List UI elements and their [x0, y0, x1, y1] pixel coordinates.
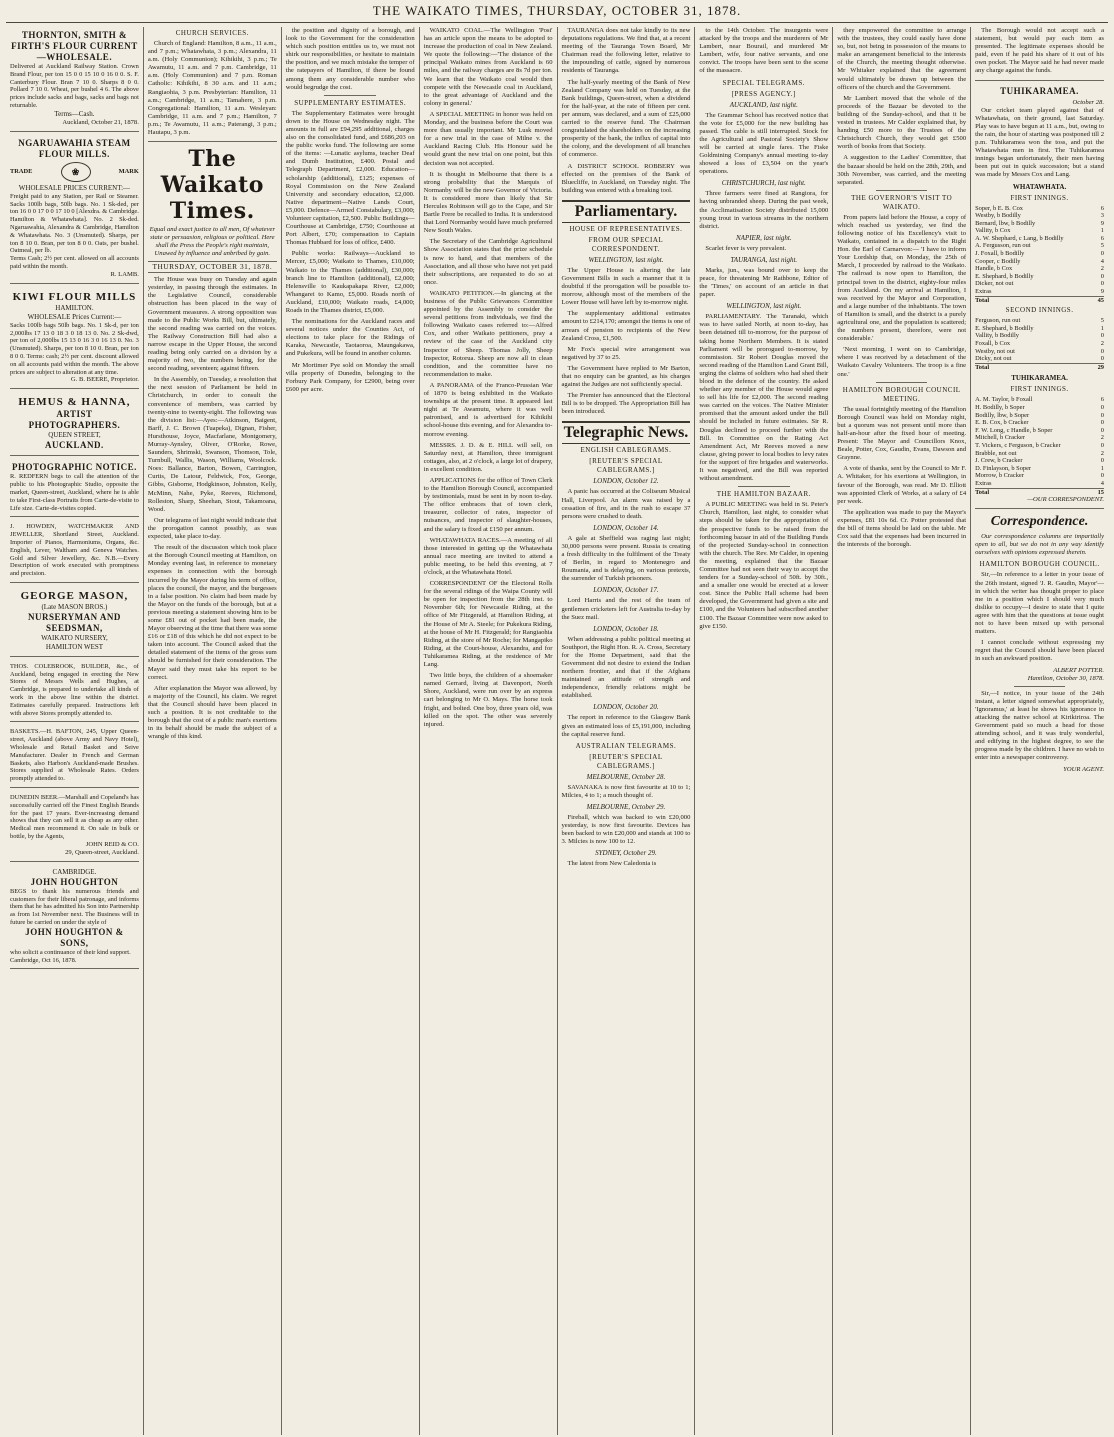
hamilton-bazaar-heading: THE HAMILTON BAZAAR.: [716, 490, 811, 499]
batsman: D. Finlayson, b Soper: [975, 464, 1032, 472]
article-paragraph: The Government have replied to Mr Barton, that no enquiry can be granted, as his charges against the Judges are not sufficiently special.: [561, 364, 691, 389]
runs: 0: [1100, 355, 1104, 363]
batsman: Extras: [975, 288, 992, 296]
divider: [975, 508, 1104, 509]
news-item: WHATAWHATA RACES.—A meeting of all those interested in getting up the Whatawhata annual race meeting are invited to attend a public meeting, to be held this evening, at 7 o'clock, at the Whatawhata Hotel.: [423, 536, 553, 576]
scorecard-row: [975, 472, 1104, 480]
news-item: MESSRS. J. D. & E. HILL will sell, on Saturday next, at Hamilton, three immigrant cottages, also, at 2 o'clock, a large lot of drapery, in excellent condition.: [423, 441, 553, 473]
article-paragraph: 'Next morning, I went on to Cambridge, where I was received by a detachment of the Waikato Cavalry Volunteers. The troop is a fine one.': [837, 346, 967, 378]
mark-label: MARK: [118, 167, 139, 175]
scorecard-row: [975, 332, 1104, 340]
scorecard-total: [975, 296, 1104, 304]
article-paragraph: A PUBLIC MEETING was held in St. Peter's Church, Hamilton, last night, to consider what steps should be taken for the appropriation of the prospective funds to be raised from the forthcoming bazaar in aid of the Building Funds of the projected Sunday-school in connection with the church. The Rev. Mr Calder, in opening the meeting, explained that the Bazaar Committee had not seen their way to accept the tenders for a Sunday-school of 50ft. by 30ft., and a smaller one would be erected at a lower cost. Since the Public Hall scheme had been developed, the Government had given a site and £100, and the Volunteers had subscribed another £100. The Bazaar Committee were now asked to give £150.: [699, 501, 829, 630]
ad-body: J. HOWDEN, WATCHMAKER AND JEWELLER, Shortland Street, Auckland. Importer of Pianos, Harmoniums, Organs, &c. English, Lever, Waltham and Geneva Watches. Gold and Silver Jewellery, &c. N.B.—Every Description of work executed with promptness and precision.: [10, 523, 139, 578]
page-columns: [6, 27, 1108, 1435]
correspondence-heading: Correspondence.: [990, 514, 1089, 530]
ad-houghton: [10, 865, 139, 970]
ad-redfern: [10, 459, 139, 517]
ad-title: PHOTOGRAPHIC NOTICE.: [12, 462, 137, 473]
article-paragraph: From papers laid before the House, a copy of which reached us yesterday, we find the following notice of his Excellency's visit to Waikato, contained in a dispatch to the Right Hon. the Earl of Carnarvon:— 'I have to inform Your Lordship that, on Monday, the 25th of March, I proceeded by railroad to the Waikato. The railroad is now open to Hamilton, the principal town in the district, eighty-four miles from Auckland. On my arrival at Hamilton, I was received by the Mayor and Corporation, and a large number of the inhabitants. The town of Hamilton is small, and the district is a purely agricultural one, and the population is scattered; the numbers present, therefore, were not considerable.': [837, 213, 967, 343]
ad-hemus-hanna: [10, 392, 139, 456]
total-label: Total: [975, 296, 1086, 304]
issue-date: THURSDAY, OCTOBER 31, 1878.: [148, 261, 277, 273]
total-label: Total: [975, 488, 1086, 496]
ad-title: HEMUS & HANNA,: [18, 396, 131, 409]
runs: 2: [1100, 340, 1104, 347]
scorecard-row: [975, 273, 1104, 281]
runs: 0: [1100, 441, 1104, 449]
scorecard-total: [975, 363, 1104, 371]
runs: 0: [1100, 472, 1104, 480]
article-paragraph: The Premier has announced that the Electoral Bill is to be dropped. The Appropriation Bill has been introduced.: [561, 392, 691, 416]
batsman: Westby, b Bodilly: [975, 212, 1021, 220]
divider: [148, 141, 277, 142]
batsman: Cooper, c Bodilly: [975, 257, 1021, 265]
scorecard-innings: FIRST INNINGS.: [1010, 193, 1069, 202]
scorecard-row: [975, 348, 1104, 356]
ad-title: KIWI FLOUR MILLS: [12, 290, 137, 303]
batsman: J. Crew, b Cracker: [975, 457, 1023, 465]
batsman: Soper, b E. B. Cox: [975, 204, 1023, 212]
scorecard-innings: SECOND INNINGS.: [1005, 306, 1074, 315]
divider: [738, 486, 790, 487]
scorecard-row: [975, 396, 1104, 404]
scorecard-row: [975, 212, 1104, 220]
column-3: [282, 27, 420, 1435]
editorial-paragraph: After explanation the Mayor was allowed, by a majority of the Council, his claim. We regret that the Council should have been placed in such a position. It is not creditable to the borough that the cost of a public man's exertions in its behalf should be made the subject of a wrangle of this kind.: [147, 684, 277, 741]
divider: [324, 95, 376, 96]
batsman: J. Foxall, b Bodilly: [975, 250, 1025, 258]
batsman: Dicker, not out: [975, 280, 1014, 288]
batsman: A. M. Taylor, b Foxall: [975, 396, 1033, 404]
column-6: [695, 27, 833, 1435]
special-telegrams-heading: SPECIAL TELEGRAMS.: [722, 78, 806, 87]
ad-mason: [10, 586, 139, 657]
news-item: CORRESPONDENT OF the Electoral Rolls for the several ridings of the Waipa County will be open for inspection from the 28th inst. to November 6th; for Newcastle Riding, at the office of Mr Fitzgerald, at Hamilton Riding, at the House of Mr A. Steele; for Pukekura Riding, at the house of Mr H. Fitzgerald; for Rangiaohia Riding, at the store of Mr Roche; for Mangapiko Riding, at the Court-house, Alexandra, and for Tuhikaramea Riding, at the residence of Mr Lang.: [423, 580, 553, 669]
total-runs: 45: [1086, 296, 1104, 304]
batsman: F. W. Long, c Handle, b Soper: [975, 426, 1053, 434]
dateline: LONDON, October 18.: [593, 624, 659, 633]
editorial-paragraph: In the Assembly, on Tuesday, a resolution that the next session of Parliament be held in Christchurch, in order to consult the convenience of members, was carried by twenty-nine to twenty-eight. The following was the division list:—Ayes:—Atkinson, Baigent, Barff, J. C. Brown (Tuapeka), Dignan, Fisher, Hursthouse, Joyce, Macfarlane, Montgomery, Murray-Aynsley, Oliver, O'Rorke, Rowe, Saunders, Shrimski, Swanson, Thomson, Tole, Turnbull, Wallis, Wason, Williams, Woolcock. Noes: Ballance, Barton, Bowen, Carrington, Curtis, De Latour, Feldwick, Fox, George, Gibbs, Gisborne, Hodgkinson, Johnston, Kelly, McMinn, Nahe, Pyke, Reeves, Richmond, Rolleston, Sharp, Sheehan, Stout, Takamoana, Wood.: [147, 376, 277, 513]
ad-date: Auckland, October 21, 1878.: [62, 118, 139, 126]
runs: 0: [1100, 457, 1104, 465]
cable-item: A gale at Sheffield was raging last night; 30,000 persons were present. Russia is creating a fresh difficulty in the fulfilment of the Treaty of Berlin, in regard to Montenegro and Roumania, and is delaying, on various pretexts, the surrender of Turkish prisoners.: [561, 534, 691, 583]
cable-item: SAVANAKA is now first favourite at 10 to 1; Milcies, 4 to 1; a much thought of.: [561, 783, 691, 799]
scorecard-whatawhata-second: [975, 317, 1104, 371]
letter-paragraph: Sir,—In reference to a letter in your issue of the 26th instant, signed 'J. R. Gaudin, Mayor'—in which the writer has thought proper to place me in a position which I should very much dislike to occupy—I desire to state that I quite agree with him that the questions at issue ought not to have been mixed up with personal matters.: [975, 571, 1104, 636]
runs: 1: [1100, 324, 1104, 332]
ad-name: JOHN HOUGHTON: [30, 876, 119, 887]
batsman: Dicky, not out: [975, 355, 1012, 363]
divider: [975, 80, 1104, 81]
dateline: TAURANGA, last night.: [730, 255, 798, 264]
telegram-item: Marks, jun., was bound over to keep the peace, for threatening Mr Rathbone, Editor of the 'Times,' on account of an article in that paper.: [699, 266, 829, 299]
telegrams-source: [PRESS AGENCY.]: [731, 89, 796, 98]
ad-signature: R. LAMB.: [110, 270, 139, 278]
cable-item: Fireball, which was backed to win £20,000 yesterday, is now first favourite. Devices has been backed to win £20,000 and stands at 100 to 3. Milcies is now 100 to 12.: [561, 813, 691, 846]
letter-date: Hamilton, October 30, 1878.: [1027, 674, 1104, 682]
runs: 0: [1100, 280, 1104, 288]
dateline: LONDON, October 20.: [593, 703, 659, 712]
batsman: Foxall, b Cox: [975, 340, 1011, 347]
scorecard-row: [975, 457, 1104, 465]
governors-visit-heading: THE GOVERNOR'S VISIT TO WAIKATO.: [851, 193, 953, 211]
runs: 4: [1100, 479, 1104, 487]
batsman: H. Bodilly, b Soper: [975, 403, 1025, 411]
ad-body: BASKETS.—H. BAFTON, 245, Upper Queen-street, Auckland (above Army and Navy Hotel), Wholesale and Retail Basket and Seive Manufacturer. Dealer in French and German Baskets, also Harbon's Auckland-made Brushes. Stores supplied at Wholesale Rates. Orders promptly attended to.: [10, 728, 139, 783]
batsman: Vallity, b Cox: [975, 227, 1011, 235]
total-label: Total: [975, 363, 1086, 371]
dateline: LONDON, October 12.: [593, 477, 659, 486]
dateline: MELBOURNE, October 28.: [586, 772, 666, 781]
ad-title: NGARUAWAHIA STEAM FLOUR MILLS.: [18, 137, 131, 159]
runs: 5: [1100, 317, 1104, 325]
scorecard-row: [975, 235, 1104, 243]
telegram-item: Three farmers were fined at Rangiora, for having unbranded sheep. During the past week, the Acclimatisation Society distributed 15,000 young trout in various streams in the northern district.: [699, 190, 829, 230]
runs: 4: [1100, 257, 1104, 265]
ad-sub4: HAMILTON WEST: [45, 642, 104, 651]
batsman: Morrow, b Cracker: [975, 472, 1024, 480]
scorecard-row: [975, 280, 1104, 288]
scorecard-total: [975, 488, 1104, 496]
batsman: Ferguson, run out: [975, 317, 1021, 325]
ad-body: Freight paid to any Station, per Rail or Steamer. Sacks 100lb bags, 50lb bags. No. 1 Sk-ded, per ton 16 0 0 17 0 0 17 10 0 [Alexdra. & Cambridge. Hamilton & Whatawhata]. No. 2 Sk-ded. Ngaruawahia, Alexandra & Cambridge, Hamilton & Whatawhata. No. 3 (Unsmuted). Sharps, per ton 8 10 0. Bran, per ton 8 0 0. Oats, per bushel. Oatmeal, per lb.: [10, 192, 139, 255]
scorecard-row: [975, 242, 1104, 250]
scorecard-row: [975, 265, 1104, 273]
tuhikaramea-heading: TUHIKARAMEA.: [1000, 85, 1079, 96]
batsman: Brabble, not out: [975, 449, 1017, 457]
batsman: Handle, b Cox: [975, 265, 1013, 273]
article-paragraph: A vote of thanks, sent by the Council to Mr F. A. Whitaker, for his exertions at Wellington, in favour of the Borough, was read. Mr D. Elliott was appointed Clerk of Works, at a salary of £4 per week.: [837, 465, 967, 505]
runs: 0: [1100, 403, 1104, 411]
letter-heading: HAMILTON BOROUGH COUNCIL.: [979, 560, 1100, 569]
scorecard-row: [975, 434, 1104, 442]
scorecard-row: [975, 450, 1104, 458]
total-runs: 15: [1086, 488, 1104, 496]
ad-terms: Terms Cash; 2½ per cent. allowed on all accounts paid within the month.: [10, 255, 139, 270]
cable-item: When addressing a public political meeting at Southport, the Right Hon. R. A. Cross, Secretary for the Home Department, said that the Government did not desire to extend the Indian northern frontier, and that if the Afghans maintained an attitude of strength and independence, friendly relations might be established.: [561, 635, 691, 700]
runs: 9: [1100, 219, 1104, 227]
ad-address: 29, Queen-street, Auckland.: [65, 848, 139, 856]
ad-howden: [10, 520, 139, 583]
telegram-item: Scarlet fever is very prevalent.: [705, 244, 787, 252]
runs: 1: [1100, 227, 1104, 235]
runs: 0: [1100, 250, 1104, 258]
ad-title: THORNTON, SMITH & FIRTH'S FLOUR CURRENT—WHOLESALE.: [11, 30, 138, 62]
dateline: NAPIER, last night.: [736, 233, 792, 242]
scorecard-row: [975, 355, 1104, 363]
scorecard-row: [975, 412, 1104, 420]
ad-date: Cambridge, Oct 16, 1878.: [10, 956, 77, 964]
editorial-paragraph: Our telegrams of last night would indicate that the prorogation cannot possibly, as was expected, take place to-day.: [147, 516, 277, 541]
ad-colebrook: [10, 660, 139, 723]
batsman: Vallity, b Bodilly: [975, 332, 1019, 340]
letter-paragraph: Sir,—I notice, in your issue of the 24th instant, a letter signed somewhat appropriately, 'Ignoramus,' at least he shows his ignorance in attacking the native school at Kirikiriroa. The Government paid so much a head for those attending school, and it was truly wonderful, and edifying in the highest degree, to see the progress made by the children. I have no wish to enter into a newspaper controversy.: [975, 689, 1104, 762]
ad-title: CAMBRIDGE.: [52, 867, 97, 876]
scorecard-team: TUHIKARAMEA.: [1011, 374, 1068, 383]
house-subheading: FROM OUR SPECIAL CORRESPONDENT.: [588, 235, 664, 253]
runs: 3: [1100, 212, 1104, 220]
ad-subtitle: WHOLESALE Prices Current:—: [27, 312, 122, 321]
ad-subtitle: ARTIST PHOTOGRAPHERS.: [28, 409, 121, 431]
batsman: E. Shephard, b Bodilly: [975, 324, 1034, 332]
dateline: October 28.: [1072, 98, 1104, 106]
ad-kiwi-mills: [10, 287, 139, 390]
telegraphic-news-heading: Telegraphic News.: [562, 421, 691, 444]
ad-terms: Terms—Cash.: [54, 109, 95, 118]
runs: 0: [1100, 426, 1104, 434]
runs: 2: [1100, 434, 1104, 442]
telegram-item: The Grammar School has received notice that the vote for £5,000 for the new building has passed. The cable is still interrupted. Stock for the Agricultural and Pastoral Society's Show will be carried at single fares. The Fiske Goldmining Company's annual meeting to-day showed a loss of £3,504 on the year's operations.: [699, 111, 829, 176]
cable-item: The latest from New Caledonia is: [567, 860, 657, 868]
ad-dunedin-beer: [10, 791, 139, 862]
scorecard-row: [975, 480, 1104, 488]
editorial-paragraph: The House was busy on Tuesday and again yesterday, in passing through the estimates. In the Legislative Council, considerable obstruction has been placed in the way of Government measures. A strong opposition was made to the Public Works Bill, but, ultimately, the second reading was carried on the voices. The Railway Construction Bill had also a narrow escape in the Upper House, the second reading being only carried on a division by a majority of two, the numbers being, for the second reading, seventeen; against fifteen.: [147, 276, 277, 373]
batsman: A. Fergusson, run out: [975, 242, 1031, 250]
dateline: WELLINGTON, last night.: [726, 302, 802, 311]
article-paragraph: A suggestion to the Ladies' Committee, that the bazaar should be held on the 28th, 29th, and 30th November, was carried, and the meeting separated.: [837, 154, 967, 186]
ad-place: HAMILTON.: [55, 303, 94, 312]
news-item: A SPECIAL MEETING in honor was held on Monday, and the business before the Court was more than usually important. Mr Lusk moved for a new trial in the case of Milne v. the Auckland Racing Club. His Honour said he would grant the new trial on one point, but this decision was not accepted.: [423, 110, 553, 167]
scorecard-innings: FIRST INNINGS.: [1010, 385, 1069, 394]
ad-body: BEGS to thank his numerous friends and customers for their liberal patronage, and informs them that he has admitted his Son into Partnership as from 1st November next. The Business will in future be carried on under the style of: [10, 887, 139, 927]
news-item: Two little boys, the children of a shoemaker named Gerrard, living at Davenport, North Shore, Auckland, were run over by an express cart belonging to Mr O. Mays. The horse took fright, and bolted. One boy, three years old, was killed on the spot. The other was severely injured.: [423, 672, 553, 728]
scorecard-row: [975, 250, 1104, 258]
column-1: [6, 27, 144, 1435]
batsman: T. Vickers, c Ferguson, b Cracker: [975, 441, 1061, 449]
ad-body: Delivered at Auckland Railway Station. Crown Brand Flour, per ton 15 0 0 15 10 0 16 0 0. S. F. Canterbury Flour. Bran 7 10 0. Sharps 8 0 0. Pollard 7 10 0. Wheat, per bushel 4 6. The above prices include sacks and bags, sacks and bags not returnable.: [10, 63, 139, 109]
scorecard-row: [975, 427, 1104, 435]
news-item: A DISTRICT SCHOOL ROBBERY was effected on the premises of the Bank of Bluecliffe, in Auckland, on Tuesday night. The building was entered with a breaking tool.: [561, 162, 691, 194]
cablegrams-source: [REUTER'S SPECIAL CABLEGRAMS.]: [589, 457, 663, 475]
ad-signature: G. B. BEERE, Proprietor.: [70, 376, 139, 384]
batsman: Bodilly, lbw, b Soper: [975, 411, 1030, 419]
scorecard-row: [975, 419, 1104, 427]
cable-item: The report in reference to the Glasgow Bank gives an estimated loss of £5,191,000, including the capital reserve fund.: [561, 714, 691, 738]
trade-mark-emblem-icon: ❀: [61, 162, 91, 182]
column-4: [420, 27, 558, 1435]
scorecard-row: [975, 340, 1104, 348]
article-paragraph: The Upper House is altering the late Government Bills in such a manner that it is doubtful if the prorogation will be possible to-morrow, although most of the members of the Lower House will have left by to-morrow night.: [561, 266, 691, 307]
english-cablegrams-heading: ENGLISH CABLEGRAMS.: [580, 446, 672, 455]
council-meeting-heading: HAMILTON BOROUGH COUNCIL MEETING.: [842, 385, 961, 403]
batsman: Mitchell, b Cracker: [975, 434, 1025, 442]
article-paragraph: The Supplementary Estimates were brought down to the House on Wednesday night. The amounts in full are £94,295 additional, charges also on the consolidated fund, and £686,203 on the public works fund. The following are some of the items: —Lunatic asylums, teacher Deaf and Dumb Institution, £400. Postal and Telegraph Department, £2,000. Education—scholarship (additional), £125; expenses of Royal Commission on the New Zealand University and secondary education, £2,000. Native department—Native Lands Court, £5,000. Defence—Armed Constabulary, £3,000; Volunteer capitation, £2,500. Public Buildings—Courthouse at Cambridge, £750; Courthouse at Port Albert, £70; compensation to Captain Thomas Hubbard for loss of office, £400.: [285, 109, 415, 247]
news-item: APPLICATIONS for the office of Town Clerk to the Hamilton Borough Council, accompanied by testimonials, must be sent in by noon to-day. The office embraces that of town clerk, treasurer, collector of rates, inspector of nuisances, and inspector of slaughter-houses, and the salary is fixed at £150 per annum.: [423, 476, 553, 533]
ad-thornton: [10, 27, 139, 132]
church-services-body: Church of England: Hamilton, 8 a.m., 11 a.m., and 7 p.m.; Whatawhata, 3 p.m.; Alexandra, 11 a.m. (Holy Communion); Kihikihi, 3 p.m.; Te Awamutu, 11 a.m. and 7 p.m. Cambridge, 11 a.m. (Holy Communion) and 7 p.m. Roman Catholic: Kihikihi, 8 30 a.m. and 11 a.m.; Rangiaohia, 3 p.m. Presbyterian: Hamilton, 11 a.m.; Cambridge, 11 a.m.; Tamahere, 3 p.m. Congregational: Hamilton, 11 a.m. Wesleyan: Cambridge, 11 a.m. and 7 p.m.; Hamilton, 7 p.m.; Te Awamutu, 11 a.m.; Paterangi, 3 p.m.; Hautapu, 3 p.m.: [147, 40, 277, 137]
article-paragraph: The usual fortnightly meeting of the Hamilton Borough Council was held on Monday night, but a quorum was not present until more than half-an-hour after the fixed hour of meeting. Present: The Mayor and Councillors Knox, Beale, Potter, Cox, Gaudin, Evans, Dawson and Graynne.: [837, 405, 967, 462]
scorecard-team: WHATAWHATA.: [1012, 182, 1067, 191]
dateline: LONDON, October 17.: [593, 586, 659, 595]
ad-title: GEORGE MASON,: [20, 589, 129, 602]
newspaper-motto: Equal and exact justice to all men, Of whatever state or persuasion, religious or political. Here shall the Press the People's right maintain, Unawed by influence and unbribed by gain.: [149, 226, 276, 258]
dateline: AUCKLAND, last night.: [729, 100, 798, 109]
dateline: WELLINGTON, last night.: [588, 255, 664, 264]
ad-body: Sacks 100lb bags 50lb bags. No. 1 Sk-d, per ton 2,000lbs 17 13 0 18 3 0 18 13 0. No. 2 Sk-dwd, per ton of 2,000lbs 15 13 0 16 3 0 16 13 0. No. 3 (Unsmuted). Sharps, per ton 8 10 0. Bran, per ton 8 0 0. Terms: cash; 2½ per cent. discount allowed on all accounts paid within the month. The above prices are subject to alteration at any time.: [10, 321, 139, 376]
scorecard-row: [975, 258, 1104, 266]
runs: 0: [1100, 419, 1104, 427]
scorecard-tuhikaramea: [975, 396, 1104, 496]
parliamentary-heading: Parliamentary.: [562, 200, 691, 223]
runs: 9: [1100, 288, 1104, 296]
ad-body: DUNEDIN BEER.—Marshall and Copeland's has successfully carried off the Finest English Brands for the past 17 years. Ever-increasing demand shows that they can sell it as cheap as any other. Medical men recommend it. On sale in bulk or bottle, by the Agents,: [10, 794, 139, 841]
letter-signature: ALBERT POTTER.: [1053, 666, 1104, 674]
batsman: A. W. Shephard, c Lang, b Bodilly: [975, 234, 1064, 242]
house-heading: HOUSE OF REPRESENTATIVES.: [569, 224, 683, 233]
newspaper-flag: The Waikato Times.: [160, 146, 264, 225]
dateline: MELBOURNE, October 29.: [586, 802, 666, 811]
news-item: WAIKATO PETITION.—In glancing at the business of the Public Grievances Committee appointed by the Assembly to consider the several petitions from individuals, we find the following Waikato cases referred to:—Alfred Cox, and other Waikato petitioners, pray a review of the case of the Auckland city Inspector of Sheep. Thomas Jolly, Sheep Inspector, Rotorua. Sheep are now all in clean condition, and the committee have no recommendation to make.: [423, 289, 553, 378]
divider: [1014, 686, 1066, 687]
runs: 2: [1100, 265, 1104, 273]
scorecard-row: [975, 220, 1104, 228]
ad-baskets: [10, 725, 139, 788]
runs: 1: [1100, 464, 1104, 472]
scorecard-row: [975, 404, 1104, 412]
article-paragraph: The application was made to pay the Mayor's expenses, £81 10s 6d. Cr. Potter protested that the bill of items should be laid on the table. Mr Cox said that the expenses had been incurred in the interests of the borough.: [837, 508, 967, 549]
runs: 0: [1100, 347, 1104, 355]
article-continuation: The Borough would not accept such a statement, but would pay each item as presented. The legitimate expenses should be paid, even if he paid his share of it out of his own pocket. The Mayor said he had never made any charge against the funds.: [975, 27, 1104, 75]
correspondence-note: Our correspondence columns are impartially open to all, but we do not in any way identify ourselves with opinions expressed therein.: [975, 533, 1104, 557]
news-item: WAIKATO COAL.—The Wellington 'Post' has an article upon the means to be adopted to increase the production of coal in New Zealand. We quote the following:—'The distance of the principal Waikato mines from Auckland is 60 miles, and the railway charges are 8s 7d per ton. We learn that the Waikato coal would then compete with the Newcastle coal in Auckland, to the great advantage of Auckland and the colony in general.': [423, 27, 553, 107]
article-paragraph: Mr Lambert moved that the whole of the proceeds of the Bazaar be devoted to the building of the Sunday-school, and that it be vested in trustees. Mr Calder explained that, by handing £50 more to the Trustees of the Christchurch Church, they would get £500 worth of books from that Society.: [837, 94, 967, 151]
batsman: E. Shephard, b Bodilly: [975, 272, 1034, 280]
editorial-paragraph: The result of the discussion which took place at the Borough Council meeting at Hamilton, on Monday evening last, in reference to monetary expenses in connection with the borough incurred by the Mayor during his term of office, places the council, the mayor, and the burgesses in a false position. No claim had been made by the Mayor on the funds of the borough, but at a previous meeting a statement showing him to be some £81 out of pocket had been made, the Mayor observing at the time that there was some £16 or £18 of this which he did not expect to be taken into account. The Council asked that the detailed statement of the items of the gross sum should be furnished for their consideration. The Mayor said they must take his report to be correct.: [147, 544, 277, 681]
news-item: It is thought in Melbourne that there is a strong probability that the Marquis of Normanby will be the new Governor of Victoria. It is considered more than likely that Sir Hercules Robinson will go to the Cape, and Sir Bartle Frere be recalled to India. It is understood that Lord Normanby would have much preferred New South Wales.: [423, 170, 553, 235]
runs: 5: [1100, 242, 1104, 250]
correspondent-signature: —OUR CORRESPONDENT.: [1027, 496, 1104, 504]
article-paragraph: Public works: Railways—Auckland to Mercer, £5,000; Waikato to Thames, £10,000; Waikato to the Thames (additional), £30,000; branch line to Hamilton (additional), £2,000; Helensville to Kaukapakapa River, £2,000; Whangarei to Kamo, £5,000. Roads north of Auckland, £10,000; Waikato roads, £4,000; Roads in the Thames district, £5,000.: [285, 250, 415, 314]
ad-subtitle: WHOLESALE PRICES CURRENT:—: [18, 183, 131, 192]
news-item: TAURANGA does not take kindly to its new deputations regulations. We find that, at a recent meeting of the Tauranga Town Board, Mr Chairman read the following letter, relative to the impounding of cattle, signed by numerous residents of Tauranga.: [561, 27, 691, 75]
article-paragraph: The supplementary additional estimates amount to £214,170; amongst the items is one of arrears of pension to recipients of the New Zealand Cross, £1,500.: [561, 310, 691, 342]
article-paragraph: Mr Fox's special wire arrangement was negatived by 37 to 25.: [561, 345, 691, 361]
runs: 2: [1100, 449, 1104, 457]
news-item: The Secretary of the Cambridge Agricultural Show Association states that the prize schedule is now to hand, and that members of the Association, and all those who have not yet paid their subscriptions, are requested to do so at once.: [423, 238, 553, 286]
cable-item: Lord Harris and the rest of the team of gentlemen cricketers left for Australia to-day by the Suez mail.: [561, 597, 691, 621]
dateline: CHRISTCHURCH, last night.: [721, 179, 806, 188]
scorecard-row: [975, 205, 1104, 213]
letter-signature: YOUR AGENT.: [1063, 765, 1104, 773]
trade-mark: [10, 162, 139, 182]
batsman: E. B. Cox, b Cracker: [975, 419, 1029, 427]
column-5: [558, 27, 696, 1435]
scorecard-row: [975, 317, 1104, 325]
ad-agent: JOHN REID & CO.: [85, 840, 139, 848]
telegram-item: PARLIAMENTARY. The Taranaki, which was to have sailed North, at noon to-day, has been detained till to-morrow, for the purpose of taking home Northern Members. It is stated Parliament will be prorogued to-morrow, by commission. Sir Robert Douglas moved the second reading of the Hamilton Land Grant Bill, urging the claims of soldiers who had shed their blood in the defence of the country. He asked whether any member of the House would agree to sell his life for £2,000. The second reading was carried on the voices. The Native Minister promised that the amount asked under the Bill should be included in future estimates. Sir R. Douglas declined to proceed further with the Bill. In Committee on the Rating Act Amendment Act, Mr Reeves moved a new clause, giving power to local bodies to levy rates for the support of fire brigades and waterworks. It was negatived, and the Bill was reported without amendment.: [699, 313, 829, 483]
dateline: SYDNEY, October 29.: [595, 849, 657, 858]
batsman: Extras: [975, 479, 992, 487]
article-paragraph: Mr Mortimer Pye sold on Monday the small villa property of Dunedin, belonging to the Forbury Park Company, for £2900, being over £600 per acre.: [285, 361, 415, 393]
ad-ngaruawahia: [10, 135, 139, 284]
cable-continuation: to the 14th October. The insurgents were attacked by the troops and the murderers of Mr Lambert, near Bourail, and murdered Mr Lambert, wife, four native servants, and one convict. The troops have been sent to the scene of the massacre.: [699, 27, 829, 75]
australian-telegrams-heading: AUSTRALIAN TELEGRAMS.: [575, 741, 677, 750]
runs: 0: [1100, 411, 1104, 419]
column-7: [833, 27, 971, 1435]
ad-firm: JOHN HOUGHTON & SONS,: [25, 926, 124, 948]
ad-city: AUCKLAND.: [45, 440, 104, 451]
runs: 6: [1100, 396, 1104, 404]
ad-sub1: (Late MASON BROS.): [41, 602, 108, 611]
scorecard-row: [975, 325, 1104, 333]
editorial-continuation: the position and dignity of a borough, and look to the Government for the consideration which such position entitles us to, we must not shirk our responsibilities, or hesitate to maintain the position, and we much mistake the temper of the ratepayers of Hamilton, if there be found among them any considerable number who would begrudge the cost.: [285, 27, 415, 91]
runs: 6: [1100, 204, 1104, 212]
runs: 0: [1100, 332, 1104, 340]
total-runs: 29: [1086, 363, 1104, 371]
batsman: Westby, not out: [975, 347, 1015, 355]
scorecard-row: [975, 442, 1104, 450]
news-item: The half-yearly meeting of the Bank of New Zealand Company was held on Tuesday, at the Bank buildings, Queen-street, when a dividend for the half-year, at the rate of fifteen per cent. per annum, was declared, and a sum of £25,000 carried to the reserve fund. The Chairman congratulated the shareholders on the increasing prosperity of the bank, the influx of capital into the colony, and the development of all branches of commerce.: [561, 78, 691, 159]
scorecard-row: [975, 465, 1104, 473]
letter-paragraph: I cannot conclude without expressing my regret that the Council should have been placed in such an awkward position.: [975, 639, 1104, 663]
article-paragraph: The nominations for the Auckland races and several notices under the Counties Act, of elections to take place for the Ridings of Karaka, Newcastle, Taotaoroa, Maungakawa, and Pukekura, will be found in another column.: [285, 318, 415, 358]
article-continuation: they empowered the committee to arrange with the trustees, they could easily have done so, but, not being in possession of the means to make an arrangement beneficial to the interests of the Church, the meeting thought otherwise. Mr Whitaker explained that the agreement would ultimately be drawn up between the officers of the church and the Government.: [837, 27, 967, 91]
trade-label: TRADE: [10, 167, 33, 175]
scorecard-row: [975, 288, 1104, 296]
ad-sub2: NURSERYMAN AND SEEDSMAN,: [27, 611, 121, 633]
dateline: LONDON, October 14.: [593, 523, 659, 532]
telegrams-source: [REUTER'S SPECIAL CABLEGRAMS.]: [589, 752, 663, 770]
running-header: THE WAIKATO TIMES, THURSDAY, OCTOBER 31, 1878.: [6, 0, 1108, 23]
divider: [876, 190, 928, 191]
divider: [876, 382, 928, 383]
column-2: [144, 27, 282, 1435]
scorecard-row: [975, 227, 1104, 235]
ad-body: THOS. COLEBROOK, BUILDER, &c., of Auckland, being engaged in erecting the New Stores of Messrs Wells and Hughes, at Cambridge, is prepared to undertake all kinds of work in the above line within the district. Estimates carefully prepared. Instructions left with above Stores promptly attended to.: [10, 662, 139, 717]
supplementary-estimates-heading: SUPPLEMENTARY ESTIMATES.: [294, 98, 407, 107]
ad-body: R. REDFERN begs to call the attention of the public to his Photographic Studio, opposite the market, Queen-street, Auckland, where he is able to take First-class Portraits from Carte-de-visite to Life size. Carte-de-visites copied.: [10, 473, 139, 512]
batsman: Bernard, lbw, b Bodilly: [975, 219, 1036, 227]
scorecard-whatawhata: [975, 205, 1104, 305]
column-8: [971, 27, 1108, 1435]
ad-street: QUEEN STREET,: [48, 431, 101, 440]
church-services-heading: CHURCH SERVICES.: [175, 29, 249, 37]
ad-sub3: WAIKATO NURSERY,: [41, 633, 108, 642]
cable-item: A panic has occurred at the Coliseum Musical Hall, Liverpool. An alarm was raised by a cessation of fire, and in the rush to escape 37 persons were crushed to death.: [561, 488, 691, 520]
news-item: A PANORAMA of the Franco-Prussian War of 1870 is being exhibited in the Waikato townships at the present time. It appeared last night at Te Awamutu, where it was well patronised, and is advertised for Kihikihi school-house this evening, and for Alexandra to-morrow evening.: [423, 381, 553, 438]
ad-closing: who solicit a continuance of their kind support.: [10, 948, 131, 956]
article-paragraph: Our cricket team played against that of Whatawhata, on their ground, last Saturday. Play was to have begun at 11 a.m., but, owing to the rain, the hour of starting was postponed till 2 p.m. Tuhikaramea won the toss, and put the Whatawhata men in first. The Tuhikaramea innings began unfortunately, their men having been put out in quick succession; but a stand was made by Messrs Cox and Lang.: [975, 106, 1104, 179]
runs: 6: [1100, 234, 1104, 242]
runs: 0: [1100, 272, 1104, 280]
